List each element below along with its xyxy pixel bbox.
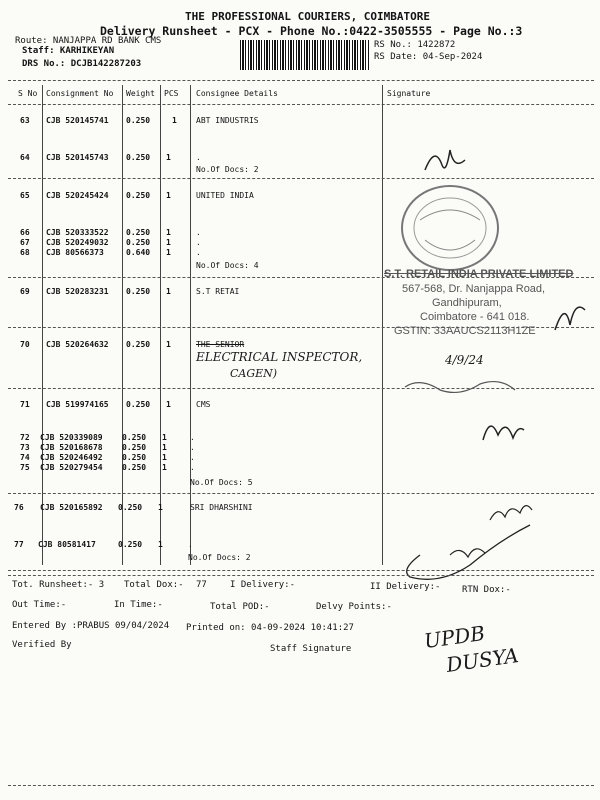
row-sno: 73	[20, 443, 30, 452]
row-sno: 76	[14, 503, 24, 512]
signature-icon	[420, 140, 470, 180]
rule	[8, 104, 594, 105]
row-sno: 68	[20, 248, 30, 257]
row-weight: 0.250	[126, 228, 151, 237]
row-pcs: 1	[172, 116, 177, 125]
row-consignee: SRI DHARSHINI	[190, 503, 253, 512]
row-pcs: 1	[166, 191, 171, 200]
signature-icon	[380, 495, 540, 585]
out-time: Out Time:-	[12, 600, 67, 610]
doc-count: No.Of Docs: 4	[196, 261, 259, 270]
total-dox-value: 77	[196, 580, 207, 590]
row-consignment: CJB 520145743	[46, 153, 109, 162]
stamp-company: S.T. RETAIL INDIA PRIVATE LIMITED	[384, 268, 574, 280]
row-sno: 66	[20, 228, 30, 237]
row-pcs: 1	[158, 540, 163, 549]
doc-count: No.Of Docs: 5	[190, 478, 253, 487]
row-pcs: 1	[162, 453, 167, 462]
company-name: THE PROFESSIONAL COURIERS, COIMBATORE	[185, 10, 431, 23]
route: Route: NANJAPPA RD BANK CMS	[15, 36, 162, 46]
stamp-address-1: 567-568, Dr. Nanjappa Road,	[402, 283, 546, 295]
col-pcs: PCS	[164, 89, 179, 98]
staff-signature: Staff Signature	[270, 644, 352, 654]
verified-by: Verified By	[12, 640, 72, 650]
row-pcs: 1	[166, 153, 171, 162]
row-weight: 0.250	[122, 463, 147, 472]
row-weight: 0.250	[126, 287, 151, 296]
row-weight: 0.250	[122, 443, 147, 452]
drs-number: DRS No.: DCJB142287203	[22, 59, 142, 69]
row-sno: 74	[20, 453, 30, 462]
row-sno: 63	[20, 116, 30, 125]
rule	[8, 80, 594, 81]
row-consignment: CJB 520168678	[40, 443, 103, 452]
row-consignment: CJB 520145741	[46, 116, 109, 125]
row-consignee: .	[190, 453, 195, 462]
in-time: In Time:-	[114, 600, 163, 610]
row-weight: 0.640	[126, 248, 151, 257]
row-consignment: CJB 80566373	[46, 248, 104, 257]
handwritten-date: 4/9/24	[445, 353, 484, 367]
total-pod: Total POD:-	[210, 602, 270, 612]
row-consignee: .	[196, 228, 201, 237]
handwritten-dusya: DUSYA	[444, 643, 521, 677]
row-consignment: CJB 520339089	[40, 433, 103, 442]
row-pcs: 1	[162, 433, 167, 442]
signature-icon	[400, 372, 520, 402]
row-weight: 0.250	[126, 238, 151, 247]
row-consignee: THE SENIOR	[196, 340, 245, 349]
row-consignment: CJB 80581417	[38, 540, 96, 549]
row-consignee: .	[190, 463, 195, 472]
row-consignee: UNITED INDIA	[196, 191, 254, 200]
staff: Staff: KARHIKEYAN	[22, 46, 115, 56]
row-sno: 67	[20, 238, 30, 247]
row-pcs: 1	[166, 238, 171, 247]
doc-count: No.Of Docs: 2	[196, 165, 259, 174]
signature-icon	[478, 410, 528, 450]
row-sno: 71	[20, 400, 30, 409]
barcode	[240, 40, 370, 70]
row-pcs: 1	[162, 443, 167, 452]
i-delivery: I Delivery:-	[230, 580, 296, 590]
row-pcs: 1	[166, 287, 171, 296]
row-consignee: .	[196, 153, 201, 162]
row-weight: 0.250	[126, 191, 151, 200]
row-consignee: .	[196, 248, 201, 257]
col-sno: S No	[18, 89, 38, 98]
stamp-address-3: Coimbatore - 641 018.	[420, 311, 530, 323]
printed-on: Printed on: 04-09-2024 10:41:27	[186, 623, 354, 633]
row-weight: 0.250	[126, 116, 151, 125]
row-consignee: .	[190, 443, 195, 452]
handwritten-electrical: ELECTRICAL INSPECTOR,	[196, 350, 363, 364]
row-consignment: CJB 520246492	[40, 453, 103, 462]
handwritten-updb: UPDB	[422, 620, 487, 654]
row-weight: 0.250	[126, 153, 151, 162]
ii-delivery: II Delivery:-	[370, 582, 441, 592]
row-consignment: CJB 520165892	[40, 503, 103, 512]
row-consignment: CJB 519974165	[46, 400, 109, 409]
row-sno: 69	[20, 287, 30, 296]
row-consignment: CJB 520333522	[46, 228, 109, 237]
col-consignment: Consignment No	[46, 89, 114, 98]
doc-count: No.Of Docs: 2	[188, 553, 251, 562]
row-consignment: CJB 520283231	[46, 287, 109, 296]
row-sno: 75	[20, 463, 30, 472]
row-consignee: .	[188, 540, 193, 549]
row-sno: 70	[20, 340, 30, 349]
row-pcs: 1	[166, 340, 171, 349]
col-signature: Signature	[387, 89, 431, 98]
row-consignee: ABT INDUSTRIS	[196, 116, 259, 125]
row-weight: 0.250	[126, 400, 151, 409]
row-consignment: CJB 520279454	[40, 463, 103, 472]
rs-number: RS No.: 1422872	[374, 40, 456, 50]
col-consignee: Consignee Details	[196, 89, 278, 98]
rs-date: RS Date: 04-Sep-2024	[374, 52, 483, 62]
row-sno: 64	[20, 153, 30, 162]
row-weight: 0.250	[118, 540, 143, 549]
stamp-address-2: Gandhipuram,	[432, 297, 502, 309]
rtn-dox: RTN Dox:-	[462, 585, 511, 595]
entered-by: Entered By :PRABUS 09/04/2024	[12, 621, 170, 631]
total-runsheet: Tot. Runsheet:- 3	[12, 580, 105, 590]
row-consignment: CJB 520264632	[46, 340, 109, 349]
runsheet-title: Delivery Runsheet - PCX - Phone No.:0422-3505555 - Page No.:3	[100, 24, 523, 38]
row-pcs: 1	[158, 503, 163, 512]
col-weight: Weight	[126, 89, 155, 98]
row-weight: 0.250	[122, 433, 147, 442]
row-pcs: 1	[166, 228, 171, 237]
row-consignee: CMS	[196, 400, 211, 409]
row-sno: 72	[20, 433, 30, 442]
round-stamp-icon	[395, 180, 505, 280]
row-pcs: 1	[166, 400, 171, 409]
row-pcs: 1	[166, 248, 171, 257]
stamp-gstin: GSTIN: 33AAUCS2113H1ZE	[394, 325, 536, 337]
row-consignment: CJB 520249032	[46, 238, 109, 247]
row-weight: 0.250	[122, 453, 147, 462]
row-consignment: CJB 520245424	[46, 191, 109, 200]
signature-icon	[550, 290, 590, 340]
row-consignee: .	[196, 238, 201, 247]
delvy-points: Delvy Points:-	[316, 602, 392, 612]
row-sno: 65	[20, 191, 30, 200]
row-sno: 77	[14, 540, 24, 549]
row-consignee: .	[190, 433, 195, 442]
handwritten-cagen: CAGEN)	[230, 367, 278, 380]
row-pcs: 1	[162, 463, 167, 472]
row-weight: 0.250	[126, 340, 151, 349]
row-weight: 0.250	[118, 503, 143, 512]
total-dox-label: Total Dox:-	[124, 580, 184, 590]
row-consignee: S.T RETAI	[196, 287, 240, 296]
